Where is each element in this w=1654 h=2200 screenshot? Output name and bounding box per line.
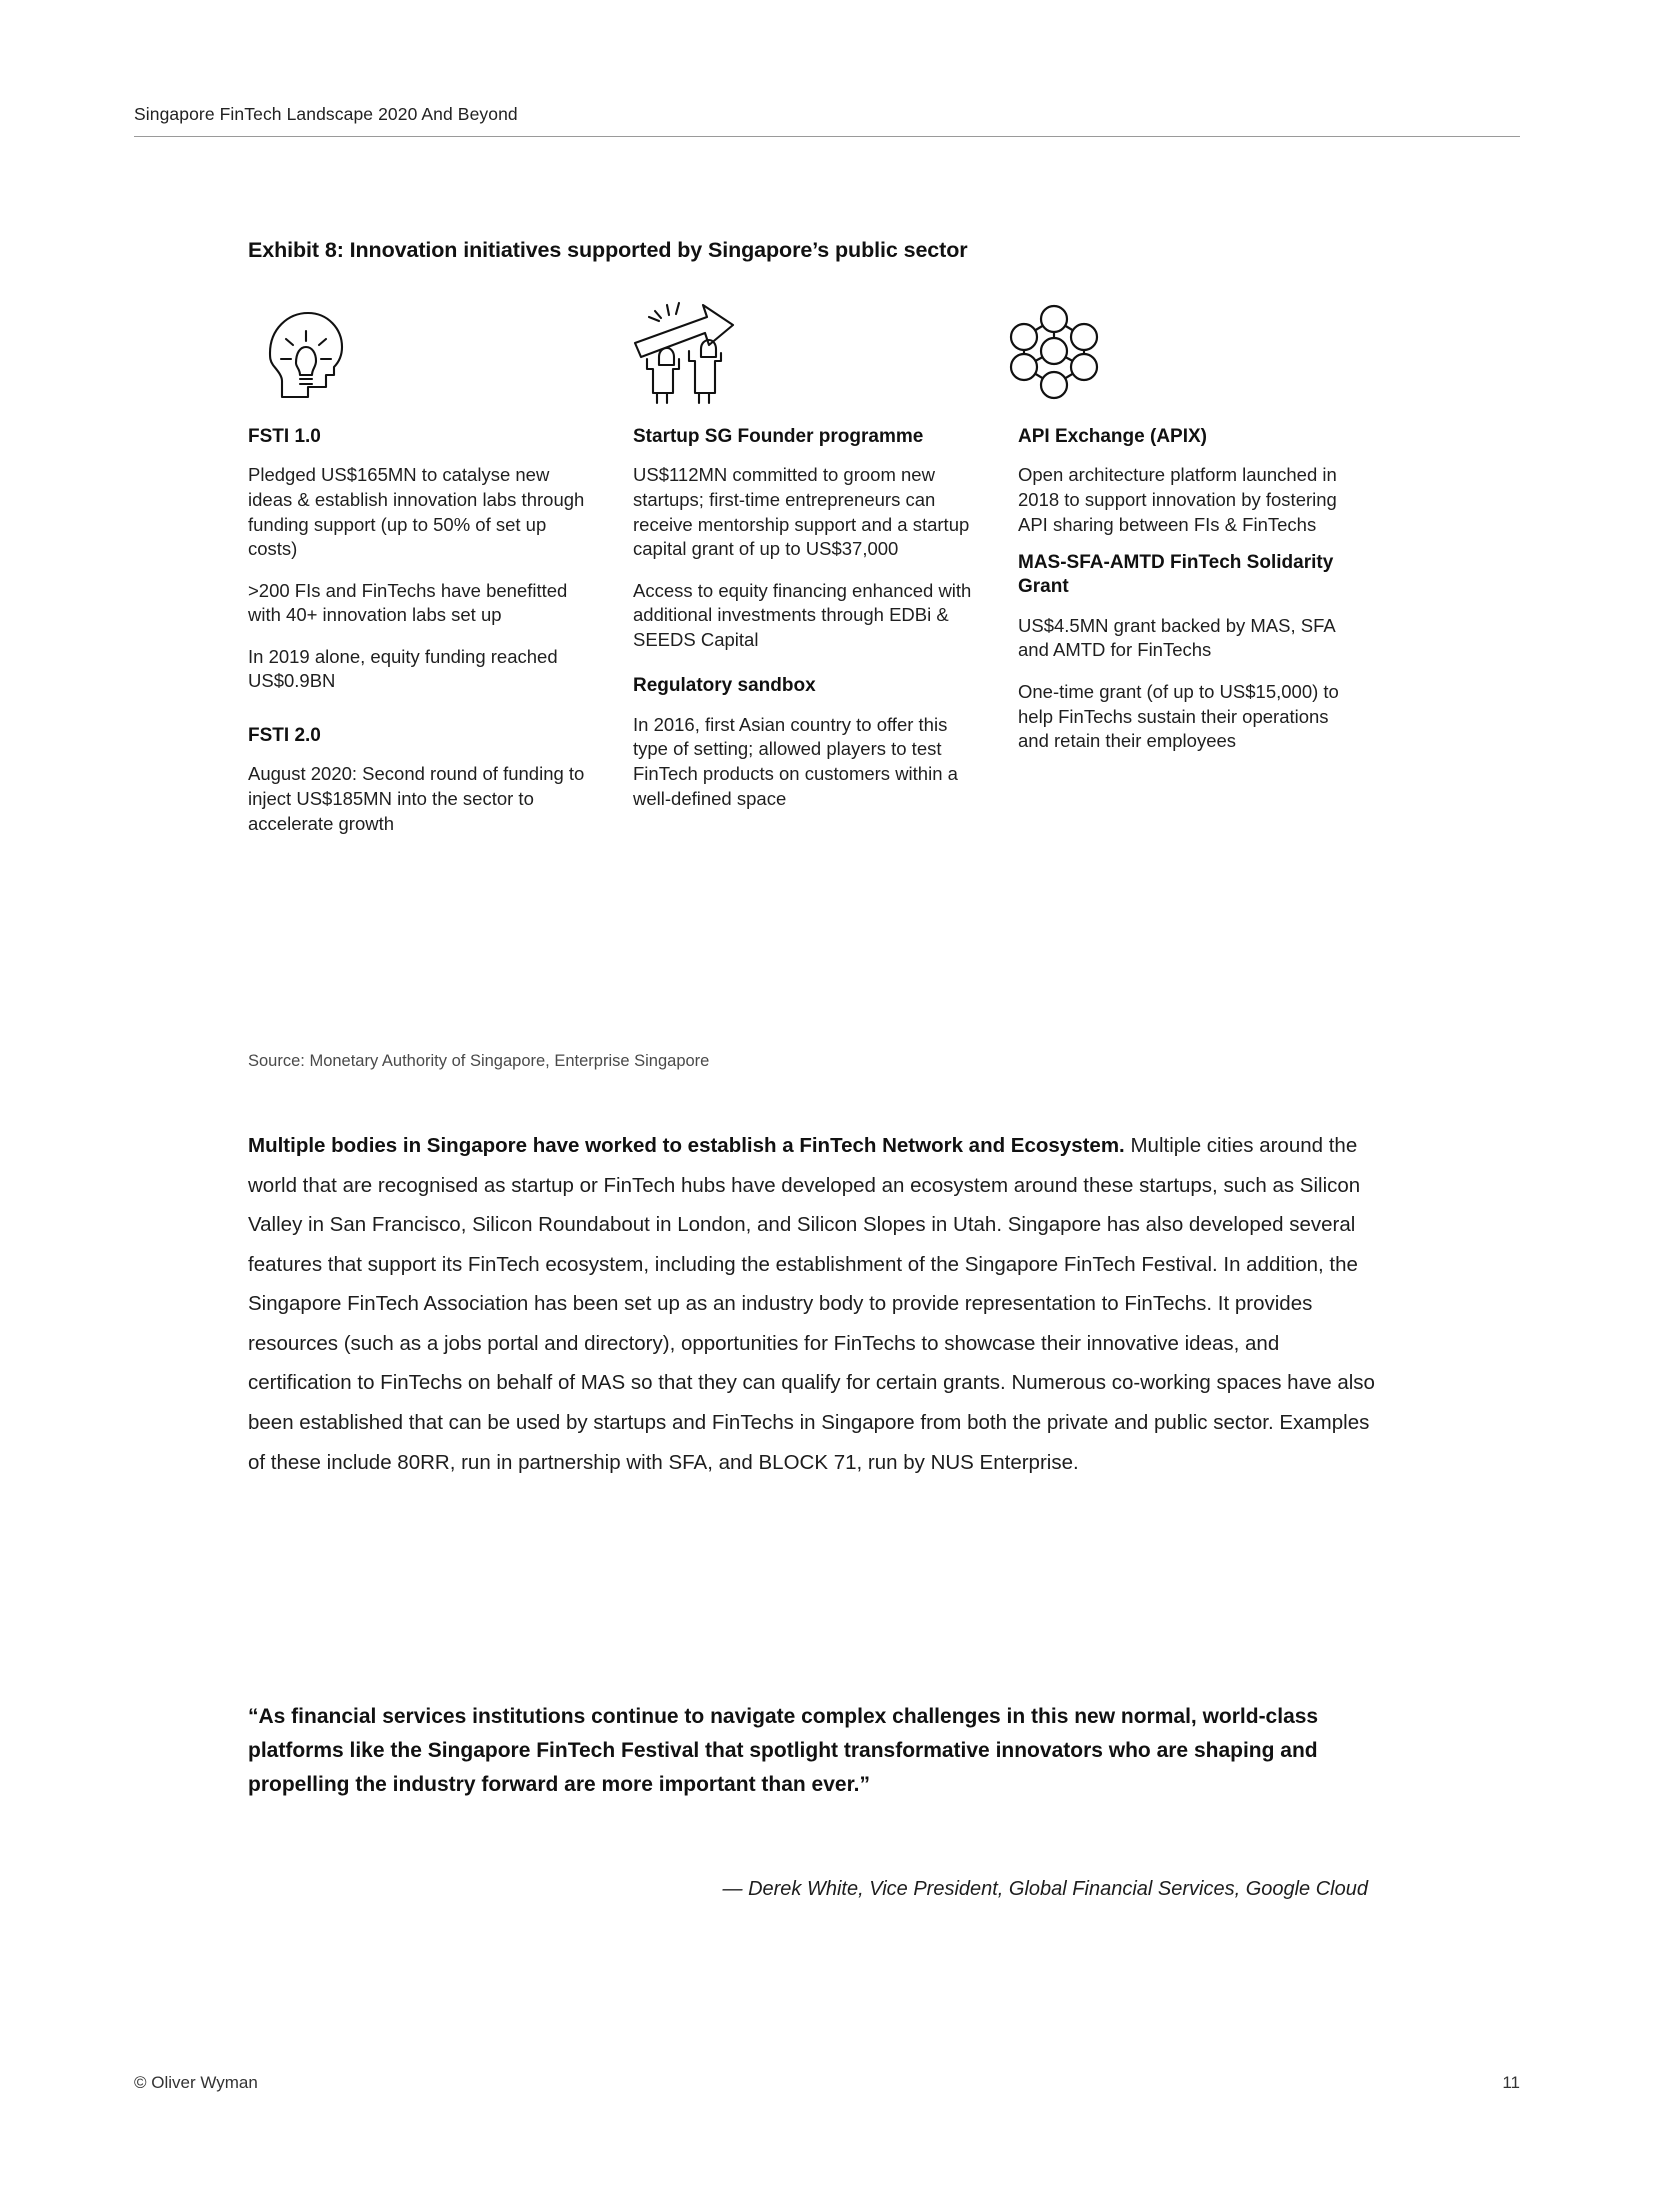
- block-heading: Regulatory sandbox: [633, 675, 816, 697]
- exhibit-block-fsti-1: [248, 425, 595, 694]
- head-lightbulb-icon: [248, 295, 623, 407]
- block-paragraph: Open architecture platform launched in 2018 to support innovation by fostering API sharing between FIs & FinTechs: [1018, 464, 1337, 535]
- exhibit-column-2: [633, 425, 1018, 836]
- block-heading: API Exchange (APIX): [1018, 426, 1207, 447]
- block-heading: MAS-SFA-AMTD FinTech Solidarity Grant: [1018, 552, 1334, 598]
- block-paragraph: US$4.5MN grant backed by MAS, SFA and AMTD for FinTechs: [1018, 614, 1335, 661]
- block-paragraph: >200 FIs and FinTechs have benefitted with 40+ innovation labs set up: [248, 579, 568, 626]
- block-heading: Startup SG Founder programme: [633, 426, 924, 447]
- block-paragraph: August 2020: Second round of funding to inject US$185MN into the sector to accelerate growth: [248, 763, 585, 834]
- block-paragraph: In 2016, first Asian country to offer this type of setting; allowed players to test FinTech products on customers within a well-defined space: [633, 713, 958, 809]
- block-paragraph: One-time grant (of up to US$15,000) to help FinTechs sustain their operations and retain their employees: [1018, 680, 1339, 752]
- spacer: [1018, 537, 1360, 551]
- exhibit-block-fsti-2: [248, 724, 595, 836]
- exhibit-block-startup-sg: [633, 425, 980, 652]
- exhibit-block-solidarity-grant: [1018, 551, 1360, 754]
- running-header: [134, 104, 1520, 137]
- block-paragraph: In 2019 alone, equity funding reached US$0.9BN: [248, 645, 558, 692]
- body-text: Multiple cities around the world that are recognised as startup or FinTech hubs have developed an ecosystem around these startups, such as Silicon Valley in San Francisco, Silicon Roundabout in London, and Silicon Slopes in Utah. Singapore has also developed several features that support its FinTech ecosystem, including the establishment of the Singapore FinTech Festival. In addition, the Singapore FinTech Association has been set up as an industry body to provide representation to FinTechs. It provides resources (such as a jobs portal and directory), opportunities for FinTechs to showcase their innovative ideas, and certification to FinTechs on behalf of MAS so that they can qualify for certain grants. Numerous co-working spaces have also been established that can be used by startups and FinTechs in Singapore from both the private and public sector. Examples of these include 80RR, run in partnership with SFA, and BLOCK 71, run by NUS Enterprise.: [248, 1134, 1375, 1474]
- footer-copyright: © Oliver Wyman: [134, 2073, 258, 2092]
- body-lead-sentence: Multiple bodies in Singapore have worked to establish a FinTech Network and Ecosystem.: [248, 1134, 1125, 1157]
- people-lifting-arrow-icon: [623, 295, 998, 407]
- block-paragraph: Access to equity financing enhanced with additional investments through EDBi & SEEDS Capital: [633, 579, 972, 650]
- exhibit-block-regulatory-sandbox: [633, 674, 980, 811]
- running-header-title: Singapore FinTech Landscape 2020 And Beyond: [134, 104, 518, 124]
- exhibit-column-3: [1018, 425, 1398, 836]
- exhibit-columns: [248, 425, 1398, 836]
- footer-page-number: 11: [1502, 2073, 1520, 2092]
- block-paragraph: Pledged US$165MN to catalyse new ideas & establish innovation labs through funding support (up to 50% of set up costs): [248, 464, 585, 560]
- block-heading: FSTI 1.0: [248, 426, 321, 447]
- exhibit-icon-row: [248, 295, 1373, 407]
- page-footer: [134, 2073, 1520, 2093]
- network-nodes-icon: [998, 295, 1373, 407]
- spacer: [633, 652, 980, 674]
- pull-quote: “As financial services institutions continue to navigate complex challenges in this new normal, world-class platforms like the Singapore FinTech Festival that spotlight transformative innovators who are shaping and propelling the industry forward are more important than ever.”: [248, 1705, 1319, 1797]
- block-paragraph: US$112MN committed to groom new startups; first-time entrepreneurs can receive mentorship support and a startup capital grant of up to US$37,000: [633, 464, 970, 560]
- block-heading: FSTI 2.0: [248, 725, 321, 747]
- pull-quote-attribution: — Derek White, Vice President, Global Financial Services, Google Cloud: [722, 1878, 1368, 1900]
- spacer: [248, 694, 595, 724]
- exhibit-block: [248, 238, 1428, 836]
- body-paragraph: [248, 1126, 1384, 1482]
- exhibit-source: Source: Monetary Authority of Singapore, Enterprise Singapore: [248, 1052, 710, 1070]
- exhibit-column-1: [248, 425, 633, 836]
- exhibit-title: Exhibit 8: Innovation initiatives supported by Singapore’s public sector: [248, 238, 968, 262]
- header-divider: [134, 136, 1520, 137]
- exhibit-block-apix: [1018, 425, 1360, 537]
